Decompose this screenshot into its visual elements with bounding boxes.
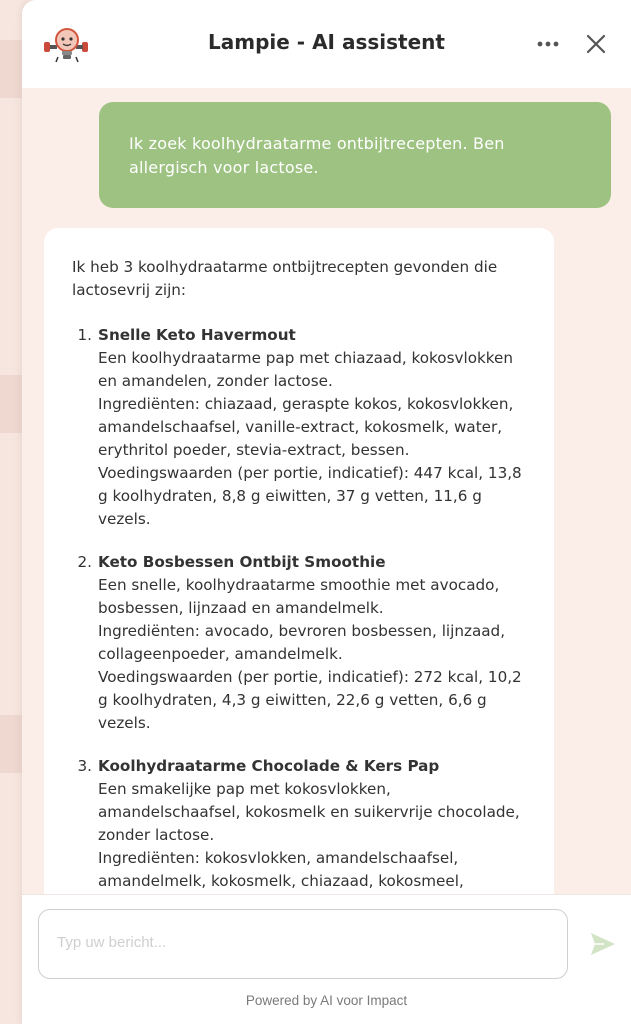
- chat-title: Lampie - AI assistent: [208, 30, 445, 54]
- recipe-number: 3.: [77, 757, 92, 775]
- message-input-box[interactable]: [38, 909, 568, 979]
- send-icon[interactable]: [588, 929, 618, 959]
- chat-widget: [22, 0, 631, 1024]
- recipe-nutrition: Voedingswaarden (per portie, indicatief): 272 kcal, 10,2 g koolhydraten, 4,3 g eiwitten, 22,6 g vetten, 6,6 g vezels.: [98, 668, 522, 732]
- recipe-name: Keto Bosbessen Ontbijt Smoothie: [98, 553, 386, 571]
- background-band: [0, 715, 22, 773]
- message-list[interactable]: [22, 88, 631, 894]
- close-icon[interactable]: [582, 30, 610, 58]
- recipe-name: Snelle Keto Havermout: [98, 326, 296, 344]
- recipe-number: 1.: [77, 326, 92, 344]
- recipe-item: [72, 551, 526, 735]
- background-band: [0, 375, 22, 433]
- recipe-nutrition: Voedingswaarden (per portie, indicatief): 447 kcal, 13,8 g koolhydraten, 8,8 g eiwitten, 37 g vetten, 11,6 g vezels.: [98, 464, 522, 528]
- recipe-description: Een koolhydraatarme pap met chiazaad, kokosvlokken en amandelen, zonder lactose.: [98, 349, 514, 390]
- recipe-item: [72, 755, 526, 893]
- powered-by-label: Powered by AI voor Impact: [245, 993, 408, 1008]
- assistant-intro: Ik heb 3 koolhydraatarme ontbijtrecepten gevonden die lactosevrij zijn:: [72, 258, 498, 299]
- composer: [22, 894, 631, 1024]
- recipe-description: Een snelle, koolhydraatarme smoothie met avocado, bosbessen, lijnzaad en amandelmelk.: [98, 576, 500, 617]
- recipe-description: Een smakelijke pap met kokosvlokken, amandelschaafsel, kokosmelk en suikervrije chocolade, zonder lactose.: [98, 780, 520, 844]
- user-message: Ik zoek koolhydraatarme ontbijtrecepten. Ben allergisch voor lactose.: [99, 102, 611, 208]
- chat-header: [22, 0, 631, 88]
- recipe-item: [72, 324, 526, 531]
- background-page: [0, 0, 22, 1024]
- recipe-ingredients: Ingrediënten: kokosvlokken, amandelschaafsel, amandelmelk, kokosmelk, chiazaad, kokosmeel,: [98, 849, 464, 890]
- more-horizontal-icon[interactable]: [534, 30, 562, 58]
- recipe-number: 2.: [77, 553, 92, 571]
- message-input[interactable]: [57, 934, 549, 951]
- background-band: [0, 40, 22, 98]
- recipe-ingredients: Ingrediënten: chiazaad, geraspte kokos, kokosvlokken, amandelschaafsel, vanille-extract, kokosmelk, water, erythritol poeder, stevia-extract, bessen.: [98, 395, 514, 459]
- recipe-name: Koolhydraatarme Chocolade & Kers Pap: [98, 757, 440, 775]
- recipe-ingredients: Ingrediënten: avocado, bevroren bosbessen, lijnzaad, collageenpoeder, amandelmelk.: [98, 622, 506, 663]
- assistant-message: [44, 228, 554, 894]
